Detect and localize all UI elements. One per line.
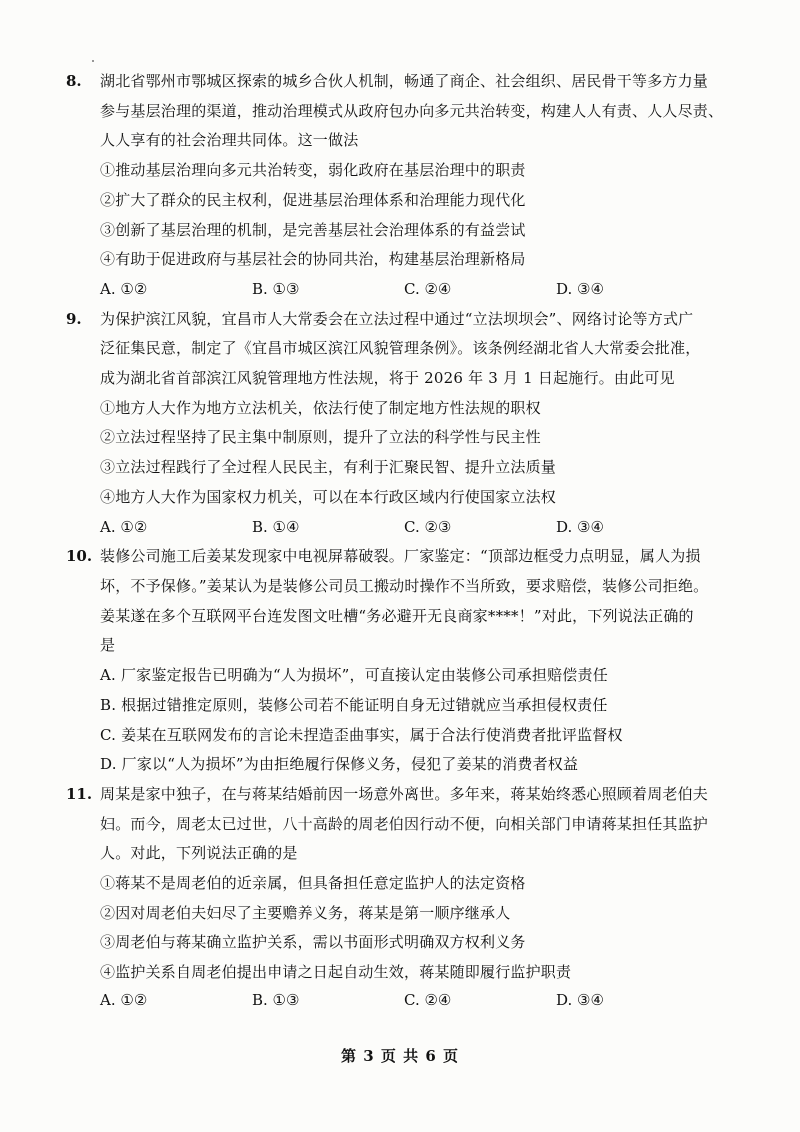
question-number: 9.: [66, 309, 82, 328]
page-footer: 第 3 页 共 6 页: [341, 1047, 459, 1065]
question-stem-line: 湖北省鄂州市鄂城区探索的城乡合伙人机制，畅通了商企、社会组织、居民骨干等多方力量: [100, 72, 709, 90]
statement-1: ①推动基层治理向多元共治转变，弱化政府在基层治理中的职责: [100, 161, 526, 180]
option-a[interactable]: A. ①②: [100, 517, 148, 536]
question-stem-line: 人。对此，下列说法正确的是: [100, 844, 298, 863]
option-d[interactable]: D. ③④: [556, 991, 604, 1009]
question-stem-line: 人人享有的社会治理共同体。这一做法: [100, 131, 359, 150]
option-c[interactable]: C. 姜某在互联网发布的言论未捏造歪曲事实，属于合法行使消费者批评监督权: [100, 725, 623, 744]
scan-speck: [92, 60, 94, 62]
option-d[interactable]: D. 厂家以“人为损坏”为由拒绝履行保修义务，侵犯了姜某的消费者权益: [100, 755, 579, 774]
question-stem-line: 是: [100, 636, 116, 655]
answer-options: [100, 990, 700, 1010]
question-number: 11.: [66, 784, 93, 803]
statement-4: ④有助于促进政府与基层社会的协同共治，构建基层治理新格局: [100, 250, 526, 269]
question-stem-line: 姜某遂在多个互联网平台连发图文吐槽“务必避开无良商家****！”对此，下列说法正确的: [100, 606, 694, 625]
question-stem-line: 泛征集民意，制定了《宜昌市城区滨江风貌管理条例》。该条例经湖北省人大常委会批准，: [100, 339, 701, 358]
option-a[interactable]: A. ①②: [100, 279, 148, 298]
option-a[interactable]: A. ①②: [100, 991, 148, 1009]
statement-1: ①蒋某不是周老伯的近亲属，但具备担任意定监护人的法定资格: [100, 874, 526, 892]
statement-3: ③周老伯与蒋某确立监护关系，需以书面形式明确双方权利义务: [100, 933, 526, 952]
option-a[interactable]: A. 厂家鉴定报告已明确为“人为损坏”，可直接认定由装修公司承担赔偿责任: [100, 666, 608, 685]
question-stem-line: 参与基层治理的渠道，推动治理模式从政府包办向多元共治转变，构建人人有责、人人尽责、: [100, 101, 724, 120]
option-b[interactable]: B. 根据过错推定原则，装修公司若不能证明自身无过错就应当承担侵权责任: [100, 695, 608, 714]
option-c[interactable]: C. ②④: [404, 279, 452, 298]
statement-2: ②立法过程坚持了民主集中制原则，提升了立法的科学性与民主性: [100, 428, 541, 447]
question-stem-line: 为保护滨江风貌，宜昌市人大常委会在立法过程中通过“立法坝坝会”、网络讨论等方式广: [100, 309, 694, 328]
option-b[interactable]: B. ①③: [252, 991, 300, 1009]
option-b[interactable]: B. ①③: [252, 279, 300, 298]
statement-4: ④地方人大作为国家权力机关，可以在本行政区域内行使国家立法权: [100, 487, 557, 506]
question-stem-line: 周某是家中独子，在与蒋某结婚前因一场意外离世。多年来，蒋某始终悉心照顾着周老伯夫: [100, 784, 709, 803]
statement-4: ④监护关系自周老伯提出申请之日起自动生效，蒋某随即履行监护职责: [100, 963, 572, 982]
statement-1: ①地方人大作为地方立法机关，依法行使了制定地方性法规的职权: [100, 398, 541, 417]
option-d[interactable]: D. ③④: [556, 279, 604, 298]
question-number: 10.: [66, 547, 93, 566]
question-stem-line: 坏，不予保修。”姜某认为是装修公司员工搬动时操作不当所致，要求赔偿，装修公司拒绝。: [100, 577, 709, 595]
option-b[interactable]: B. ①④: [252, 517, 300, 536]
question-stem-line: 成为湖北省首部滨江风貌管理地方性法规，将于 2026 年 3 月 1 日起施行。由此可见: [100, 369, 675, 387]
statement-3: ③立法过程践行了全过程人民民主，有利于汇聚民智、提升立法质量: [100, 458, 557, 477]
option-d[interactable]: D. ③④: [556, 517, 604, 536]
statement-3: ③创新了基层治理的机制，是完善基层社会治理体系的有益尝试: [100, 220, 526, 239]
option-c[interactable]: C. ②③: [404, 517, 452, 536]
statement-2: ②扩大了群众的民主权利，促进基层治理体系和治理能力现代化: [100, 190, 526, 209]
answer-options: [100, 279, 700, 299]
answer-options: [100, 517, 700, 537]
option-c[interactable]: C. ②④: [404, 991, 452, 1009]
question-stem-line: 妇。而今，周老太已过世，八十高龄的周老伯因行动不便，向相关部门申请蒋某担任其监护: [100, 814, 709, 833]
question-number: 8.: [66, 72, 82, 90]
question-stem-line: 装修公司施工后姜某发现家中电视屏幕破裂。厂家鉴定：“顶部边框受力点明显，属人为损: [100, 547, 701, 566]
statement-2: ②因对周老伯夫妇尽了主要赡养义务，蒋某是第一顺序继承人: [100, 903, 511, 922]
